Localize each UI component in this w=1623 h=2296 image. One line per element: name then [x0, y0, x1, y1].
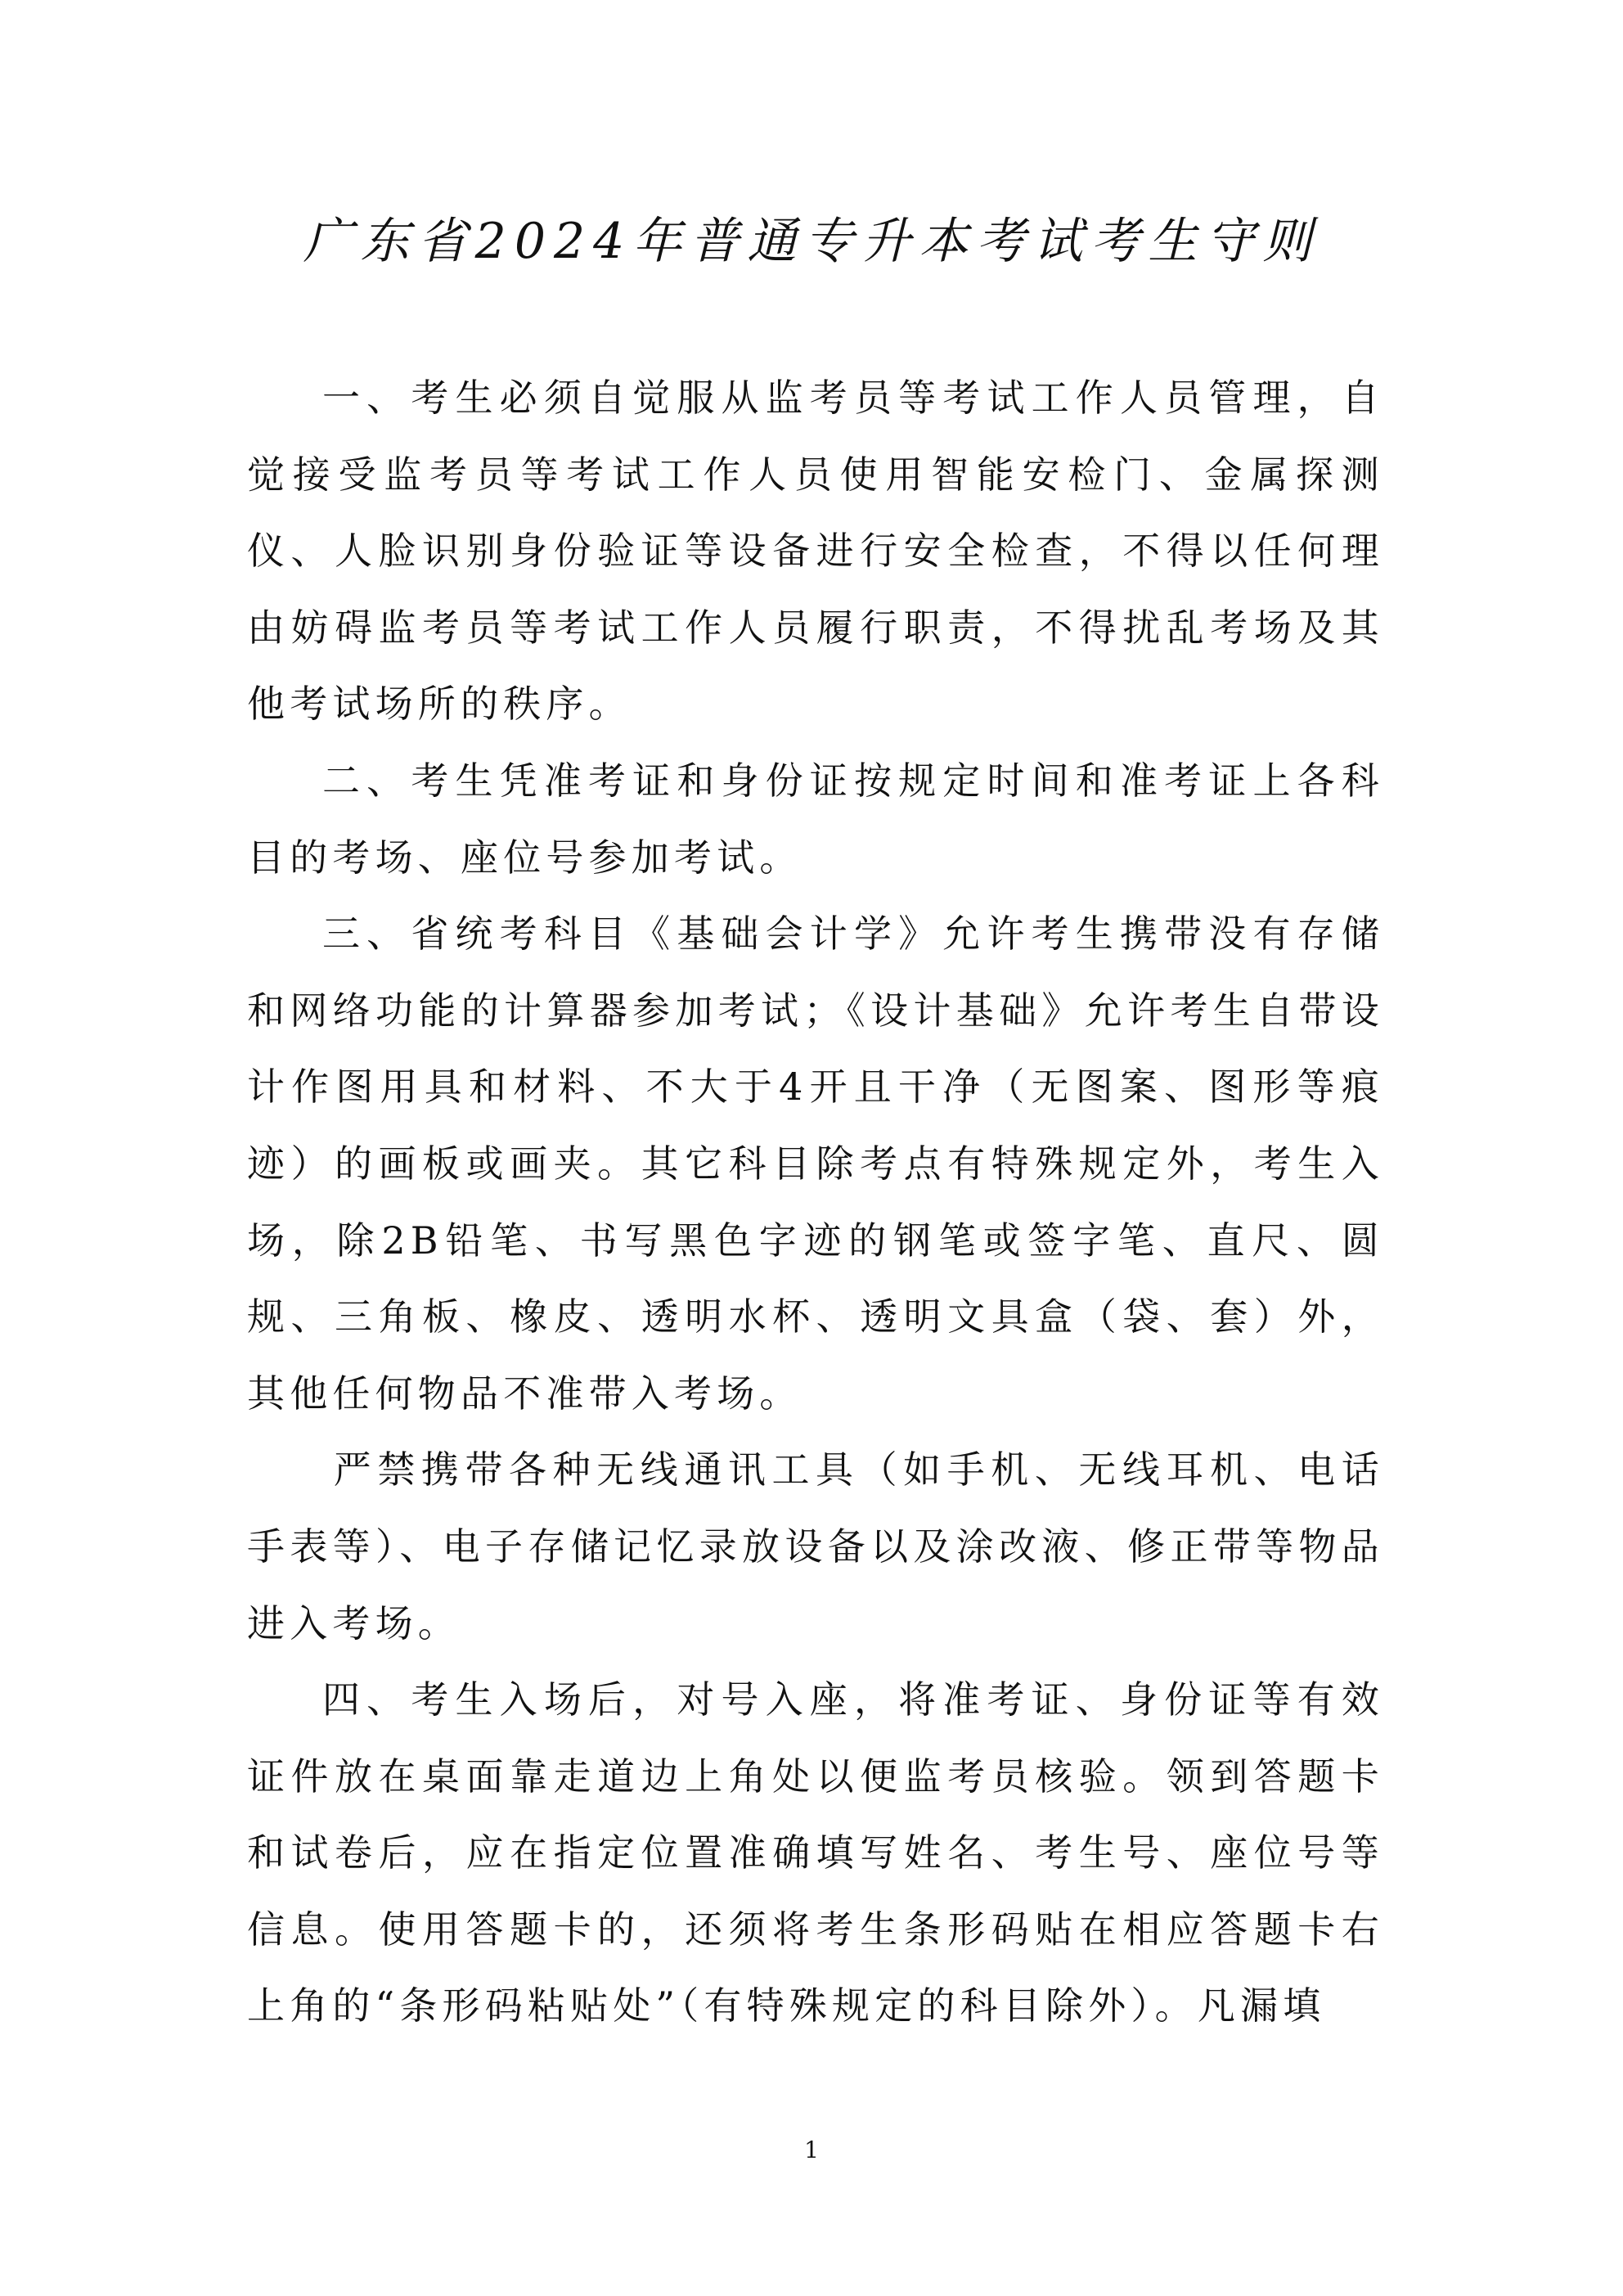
paragraph-rule-1: 一、考生必须自觉服从监考员等考试工作人员管理，自觉接受监考员等考试工作人员使用智能安检门、金属探测仪、人脸识别身份验证等设备进行安全检查，不得以任何理由妨碍监考员等考试工作人员履行职责，不得扰乱考场及其他考试场所的秩序。	[247, 376, 1384, 727]
paragraph-rule-2: 二、考生凭准考证和身份证按规定时间和准考证上各科目的考场、座位号参加考试。	[247, 758, 1384, 880]
paragraph-rule-3-prohibited-items: 严禁携带各种无线通讯工具（如手机、无线耳机、电话手表等）、电子存储记忆录放设备以及涂改液、修正带等物品进入考场。	[247, 1447, 1384, 1645]
page-number: 1	[804, 2136, 819, 2163]
paragraph-rule-3: 三、省统考科目《基础会计学》允许考生携带没有存储和网络功能的计算器参加考试；《设计基础》允许考生自带设计作图用具和材料、不大于4开且干净（无图案、图形等痕迹）的画板或画夹。其它科目除考点有特殊规定外，考生入场，除2B铅笔、书写黑色字迹的钢笔或签字笔、直尺、圆规、三角板、橡皮、透明水杯、透明文具盒（袋、套）外，其他任何物品不准带入考场。	[247, 912, 1384, 1416]
document-title: 广东省2024年普通专升本考试考生守则	[303, 213, 1320, 270]
paragraph-rule-4: 四、考生入场后，对号入座，将准考证、身份证等有效证件放在桌面靠走道边上角处以便监考员核验。领到答题卡和试卷后，应在指定位置准确填写姓名、考生号、座位号等信息。使用答题卡的，还须将考生条形码贴在相应答题卡右上角的“条形码粘贴处”（有特殊规定的科目除外）。凡漏填	[247, 1677, 1384, 2028]
document-body	[247, 360, 1384, 2045]
